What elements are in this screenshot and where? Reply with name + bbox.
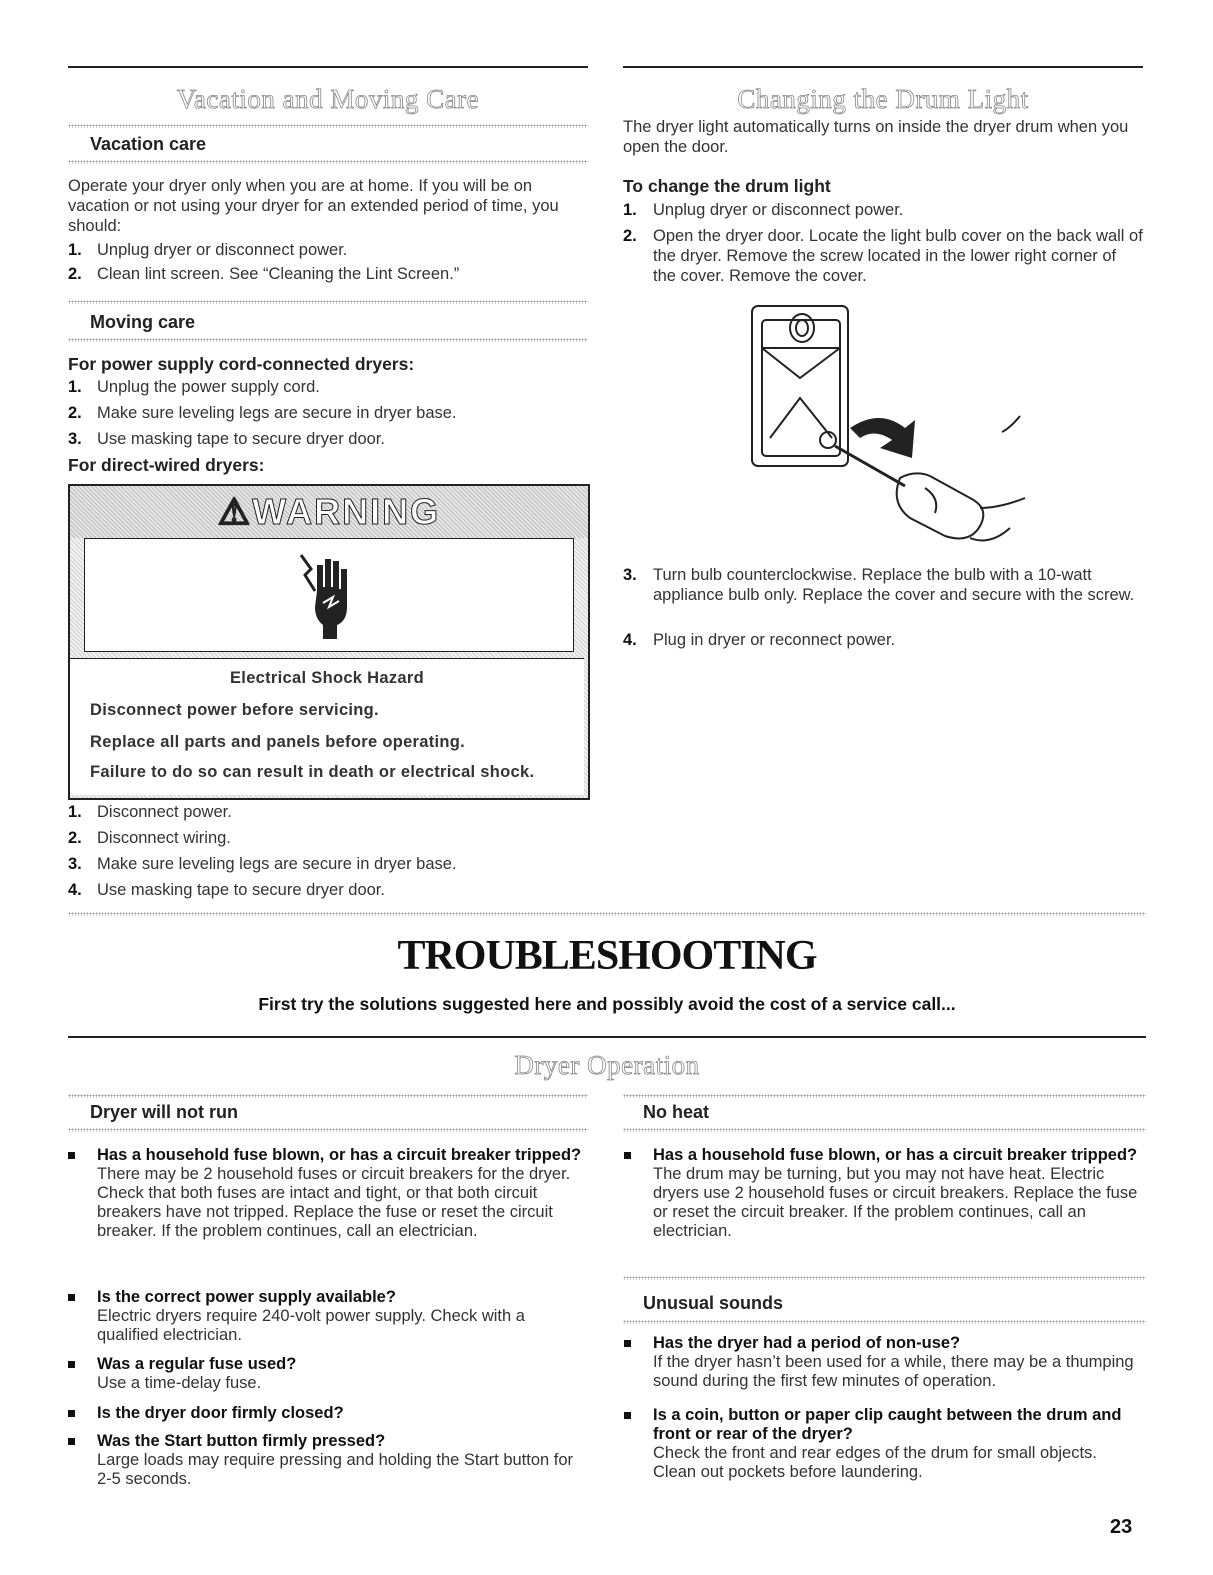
dryer-not-run-heading: Dryer will not run (90, 1102, 239, 1122)
vacation-step-1: 1. Unplug dryer or disconnect power. (68, 241, 348, 259)
troubleshooting-title: TROUBLESHOOTING (397, 933, 817, 979)
section-title-vacation-moving: Vacation and Moving Care (176, 84, 480, 114)
bullet-square-icon (68, 1361, 75, 1368)
direct-wired-heading: For direct-wired dryers: (68, 455, 265, 475)
change-drum-light-heading: To change the drum light (623, 176, 831, 196)
wired-step-1: 1. Disconnect power. (68, 803, 232, 821)
section-title-dryer-operation: Dryer Operation (514, 1050, 700, 1080)
cord-step-3: 3. Use masking tape to secure dryer door. (68, 430, 385, 448)
not-run-item-2: Is the correct power supply available? Electric dryers require 240-volt power supply. Check with a qualified electrician. (97, 1288, 585, 1345)
cord-step-1: 1. Unplug the power supply cord. (68, 378, 320, 396)
bullet-square-icon (624, 1412, 631, 1419)
warning-triangle-icon: ⚠ (217, 491, 253, 532)
not-run-item-1: Has a household fuse blown, or has a circuit breaker tripped? There may be 2 household fuses or circuit breakers for the dryer. Check that both fuses are intact and tight, or that both circuit breakers have not tripped. Replace the fuse or reset the circuit breaker. If the problem continues, call an electrician. (97, 1146, 585, 1241)
moving-care-heading: Moving care (90, 312, 196, 332)
electric-shock-hand-icon (297, 551, 357, 641)
warning-line-2: Replace all parts and panels before operating. (90, 733, 466, 751)
unusual-sounds-heading: Unusual sounds (643, 1293, 784, 1313)
bullet-square-icon (68, 1438, 75, 1445)
wired-step-4: 4. Use masking tape to secure dryer door. (68, 881, 385, 899)
warning-line-3: Failure to do so can result in death or electrical shock. (90, 763, 535, 781)
bullet-square-icon (68, 1410, 75, 1417)
warning-line-1: Disconnect power before servicing. (90, 701, 379, 719)
unusual-item-2: Is a coin, button or paper clip caught between the drum and front or rear of the dryer? Check the front and rear edges of the drum for small objects. Clean out pockets before laundering. (653, 1406, 1143, 1482)
drum-step-2: 2. Open the dryer door. Locate the light bulb cover on the back wall of the dryer. Remove the screw located in the lower right corner of the cover. Remove the cover. (623, 227, 1143, 285)
unusual-item-1: Has the dryer had a period of non-use? If the dryer hasn’t been used for a while, there may be a thumping sound during the first few minutes of operation. (653, 1334, 1143, 1391)
page-number: 23 (1110, 1516, 1133, 1538)
no-heat-heading: No heat (643, 1102, 710, 1122)
warning-symbol-panel (84, 538, 574, 652)
no-heat-item-1: Has a household fuse blown, or has a circuit breaker tripped? The drum may be turning, but you may not have heat. Electric dryers use 2 household fuses or circuit breakers. Replace the fuse or reset the circuit breaker. If the problem continues, call an electrician. (653, 1146, 1143, 1241)
vacation-intro: Operate your dryer only when you are at home. If you will be on vacation or not using your dryer for an extended period of time, you should: (68, 177, 559, 235)
cord-step-2: 2. Make sure leveling legs are secure in dryer base. (68, 404, 457, 422)
vacation-care-heading: Vacation care (90, 134, 207, 154)
drum-step-1: 1. Unplug dryer or disconnect power. (623, 201, 904, 219)
bullet-square-icon (68, 1294, 75, 1301)
drum-light-intro: The dryer light automatically turns on inside the dryer drum when you open the door. (623, 118, 1129, 156)
section-title-drum-light: Changing the Drum Light (737, 84, 1029, 114)
not-run-item-5: Was the Start button firmly pressed? Large loads may require pressing and holding the Start button for 2-5 seconds. (97, 1432, 585, 1489)
warning-text-panel (70, 658, 584, 795)
wired-step-3: 3. Make sure leveling legs are secure in dryer base. (68, 855, 457, 873)
wired-step-2: 2. Disconnect wiring. (68, 829, 231, 847)
drum-step-4: 4. Plug in dryer or reconnect power. (623, 631, 896, 649)
troubleshooting-subtitle: First try the solutions suggested here and possibly avoid the cost of a service call... (258, 994, 956, 1014)
warning-hazard: Electrical Shock Hazard (230, 669, 424, 687)
drum-step-3: 3. Turn bulb counterclockwise. Replace the bulb with a 10-watt appliance bulb only. Replace the cover and secure with the screw. (623, 566, 1135, 604)
bullet-square-icon (624, 1340, 631, 1347)
warning-header (70, 486, 588, 538)
not-run-item-4: Is the dryer door firmly closed? (97, 1404, 585, 1423)
bullet-square-icon (68, 1152, 75, 1159)
warning-title: WARNING (252, 491, 441, 532)
warning-box (68, 484, 590, 800)
drum-light-illustration (740, 298, 1040, 558)
not-run-item-3: Was a regular fuse used? Use a time-delay fuse. (97, 1355, 585, 1393)
cord-connected-heading: For power supply cord-connected dryers: (68, 354, 415, 374)
bullet-square-icon (624, 1152, 631, 1159)
vacation-step-2: 2. Clean lint screen. See “Cleaning the Lint Screen.” (68, 265, 460, 283)
